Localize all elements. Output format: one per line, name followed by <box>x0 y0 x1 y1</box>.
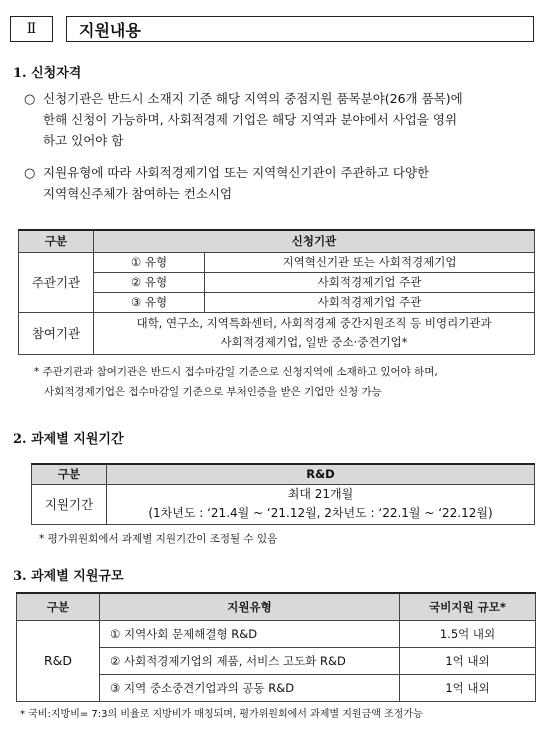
table-header: 신청기관 <box>94 230 535 252</box>
table-cell: ① 지역사회 문제해결형 R&D <box>100 620 400 647</box>
text-line: 지원유형에 따라 사회적경제기업 또는 지역혁신기관이 주관하고 다양한 <box>43 165 430 180</box>
text-line: 대학, 연구소, 지역특화센터, 사회적경제 중간지원조직 등 비영리기관과 <box>136 316 492 330</box>
table-cell: 사회적경제기업 주관 <box>205 272 535 292</box>
section-number-box: Ⅱ <box>10 16 53 42</box>
text-line: * 주관기관과 참여기관은 반드시 접수마감일 기준으로 신청지역에 소재하고 있어야 하며, <box>34 366 438 378</box>
row-label-participant: 참여기관 <box>19 312 94 354</box>
table-cell: ③ 유형 <box>94 292 205 312</box>
table-header: 구분 <box>17 593 100 620</box>
support-period-table <box>31 463 535 525</box>
bullet-icon: ○ <box>24 166 36 181</box>
footnote-period: * 평가위원회에서 과제별 지원기간이 조정될 수 있음 <box>39 533 278 545</box>
support-scale-table <box>16 592 536 702</box>
table-cell: 사회적경제기업 주관 <box>205 292 535 312</box>
text-line: 사회적경제기업, 일반 중소·중견기업* <box>220 335 408 349</box>
table-header: 지원유형 <box>100 593 400 620</box>
table-header: 국비지원 규모* <box>400 593 536 620</box>
bullet-icon: ○ <box>24 92 36 107</box>
table-cell <box>107 484 535 524</box>
table-header: 구분 <box>32 464 107 484</box>
footnote-eligibility <box>34 362 539 402</box>
table-cell <box>94 312 535 354</box>
row-label-period: 지원기간 <box>32 484 107 524</box>
table-cell: 지역혁신기관 또는 사회적경제기업 <box>205 252 535 272</box>
table-cell: 1.5억 내외 <box>400 620 536 647</box>
footnote-scale: * 국비:지방비= 7:3의 비율로 지방비가 매칭되며, 평가위원회에서 과제별 지원금액 조정가능 <box>20 709 423 720</box>
table-cell: ① 유형 <box>94 252 205 272</box>
text-line: 한해 신청이 가능하며, 사회적경제 기업은 해당 지역과 분야에서 사업을 영위 <box>43 112 458 127</box>
text-line: 지역혁신주체가 참여하는 컨소시엄 <box>43 186 233 201</box>
table-cell: ② 유형 <box>94 272 205 292</box>
text-line: 신청기관은 반드시 소재지 기준 해당 지역의 중점지원 품목분야(26개 품목)에 <box>43 91 463 106</box>
eligibility-table <box>18 229 535 355</box>
table-header: 구분 <box>19 230 94 252</box>
table-header: R&D <box>107 464 535 484</box>
row-label-rnd: R&D <box>17 620 100 701</box>
text-line: 사회적경제기업은 접수마감일 기준으로 부처인증을 받은 기업만 신청 가능 <box>44 386 382 398</box>
section-title: 지원내용 <box>66 16 534 42</box>
heading-support-period: 2. 과제별 지원기간 <box>13 432 124 447</box>
table-cell: 1억 내외 <box>400 647 536 674</box>
table-cell: 1억 내외 <box>400 674 536 701</box>
heading-eligibility: 1. 신청자격 <box>13 66 82 81</box>
paragraph-eligibility-2 <box>43 162 538 204</box>
table-cell: ② 사회적경제기업의 제품, 서비스 고도화 R&D <box>100 647 400 674</box>
text-line: 하고 있어야 함 <box>43 133 124 148</box>
row-label-lead: 주관기관 <box>19 252 94 312</box>
table-cell: ③ 지역 중소중견기업과의 공동 R&D <box>100 674 400 701</box>
heading-support-scale: 3. 과제별 지원규모 <box>13 569 124 584</box>
paragraph-eligibility-1 <box>43 88 538 151</box>
text-line: 최대 21개월 <box>287 487 354 501</box>
text-line: (1차년도 : ‘21.4월 ~ ‘21.12월, 2차년도 : ‘22.1월 ~ ‘22.12월) <box>148 506 493 520</box>
